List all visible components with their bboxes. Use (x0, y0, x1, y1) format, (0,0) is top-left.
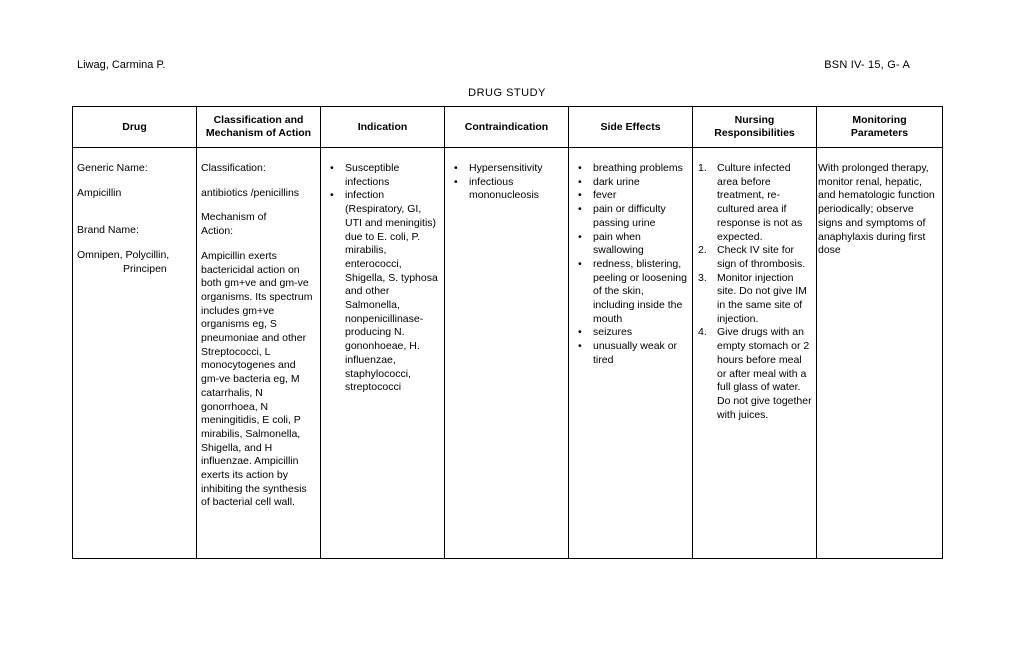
monitoring-parameters-cell (817, 148, 943, 559)
list-item: • Susceptible infections (325, 162, 440, 189)
item-text: Culture infected area before treatment, re-cultured area if response is not as expected. (717, 162, 803, 243)
list-item: • dark urine (573, 176, 688, 190)
document-title: DRUG STUDY (468, 87, 546, 99)
item-number: 4. (698, 326, 707, 339)
column-header-monitoring-parameters: Monitoring Parameters (817, 107, 943, 148)
table-header-row (73, 107, 943, 148)
classification-value: antibiotics /penicillins (201, 186, 300, 199)
list-item: • redness, blistering, peeling or loosening of the skin, including inside the mouth (573, 258, 688, 327)
mechanism-label: Mechanism of Action: (201, 211, 267, 238)
column-header-contraindication: Contraindication (445, 107, 569, 148)
column-header-indication: Indication (321, 107, 445, 148)
item-text: Check IV site for sign of thrombosis. (717, 244, 806, 270)
list-item (697, 244, 812, 271)
generic-name: Ampicillin (77, 186, 122, 199)
list-item: • seizures (573, 326, 688, 340)
section-label: BSN IV- 15, G- A (824, 59, 910, 71)
list-item: • breathing problems (573, 162, 688, 176)
list-item (697, 326, 812, 422)
column-header-classification: Classification and Mechanism of Action (197, 107, 321, 148)
list-item: • fever (573, 189, 688, 203)
item-text: Give drugs with an empty stomach or 2 hours before meal or after meal with a full glass of water. Do not give together with juices. (717, 326, 812, 421)
list-item: • pain when swallowing (573, 231, 688, 258)
generic-name-label: Generic Name: (77, 162, 148, 174)
student-name: Liwag, Carmina P. (77, 59, 166, 71)
item-number: 1. (698, 162, 707, 174)
table-row (73, 148, 943, 559)
column-header-nursing-responsibilities: Nursing Responsibilities (693, 107, 817, 148)
indication-cell (321, 148, 445, 559)
list-item: • unusually weak or tired (573, 340, 688, 367)
brand-names-line1: Omnipen, Polycillin, (77, 249, 170, 262)
brand-name-label: Brand Name: (77, 224, 139, 237)
brand-names-line2: Principen (123, 262, 167, 275)
item-number: 3. (698, 271, 707, 284)
item-text: Monitor injection site. Do not give IM in the same site of injection. (717, 271, 807, 325)
list-item (697, 272, 812, 327)
item-number: 2. (698, 244, 707, 257)
classification-cell (197, 148, 321, 559)
classification-label: Classification: (201, 162, 266, 174)
list-item (697, 162, 812, 244)
list-item: • pain or difficulty passing urine (573, 203, 688, 230)
column-header-drug: Drug (73, 107, 197, 148)
side-effects-cell (569, 148, 693, 559)
column-header-side-effects: Side Effects (569, 107, 693, 148)
mechanism-text: Ampicillin exerts bactericidal action on both gm+ve and gm-ve organisms. Its spectrum includes gm+ve organisms eg, S pneumoniae and other Streptococci, L monocytogenes and gm-ve bacteria eg, M catarrhalis, N gonorrhoea, N meningitidis, E coli, P mirabilis, Salmonella, Shigella, and H influenzae. Ampicillin exerts its action by inhibiting the synthesis of bacterial cell wall. (201, 249, 313, 509)
contraindication-cell (445, 148, 569, 559)
monitoring-text: With prolonged therapy, monitor renal, hepatic, and hematologic function periodically; observe signs and symptoms of anaphylaxis during first dose (818, 162, 935, 257)
list-item: • Hypersensitivity (449, 162, 564, 176)
nursing-responsibilities-cell (693, 148, 817, 559)
list-item: • infection (Respiratory, GI, UTI and meningitis) due to E. coli, P. mirabilis, enterococci, Shigella, S. typhosa and other Salmonella, nonpenicillinase-producing N. gononhoeae, H. influenzae, staphylococci, streptococci (325, 189, 440, 395)
drug-study-table (72, 106, 943, 559)
drug-cell (73, 148, 197, 559)
list-item: • infectious mononucleosis (449, 176, 564, 203)
